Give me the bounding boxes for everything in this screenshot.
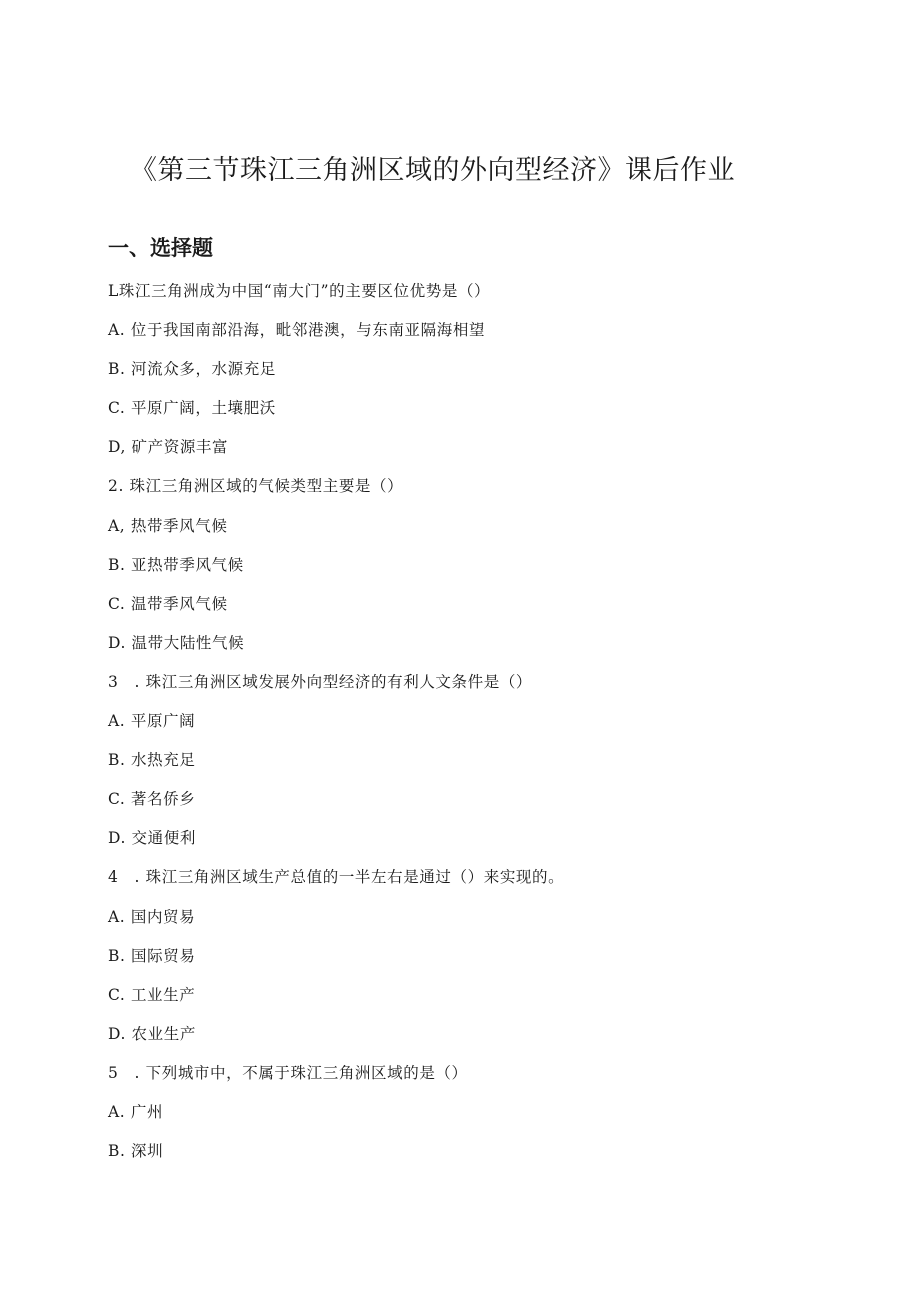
question-3-option-c: C. 著名侨乡 [108,790,196,809]
question-3-stem: 3 . 珠江三角洲区域发展外向型经济的有利人文条件是（） [108,672,533,691]
section-title: 一、选择题 [108,236,213,260]
question-1-stem: L珠江三角洲成为中国“南大门”的主要区位优势是（） [108,282,491,300]
question-4-option-a: A. 国内贸易 [108,907,196,926]
question-4-stem: 4 . 珠江三角洲区域生产总值的一半左右是通过（）来实现的。 [108,868,565,887]
question-3-option-a: A. 平原广阔 [108,712,196,731]
question-3-option-b: B. 水热充足 [108,751,196,770]
question-2-stem: 2. 珠江三角洲区域的气候类型主要是（） [108,477,404,496]
question-4-option-b: B. 国际贸易 [108,946,196,965]
question-1-option-c: C. 平原广阔，土壤肥沃 [108,399,276,418]
question-5-option-b: B. 深圳 [108,1142,164,1161]
question-2-option-c: C. 温带季风气候 [108,594,228,613]
question-4-option-d: D. 农业生产 [108,1024,196,1043]
question-3-option-d: D. 交通便利 [108,829,196,848]
question-2-option-d: D. 温带大陆性气候 [108,633,245,652]
question-5-option-a: A. 广州 [108,1102,164,1121]
question-4-option-c: C. 工业生产 [108,985,196,1004]
question-1-option-d: D, 矿产资源丰富 [108,438,229,457]
question-5-stem: 5 . 下列城市中，不属于珠江三角洲区域的是（） [108,1063,468,1082]
document-title: 《第三节珠江三角洲区域的外向型经济》课后作业 [130,155,735,186]
question-2-option-b: B. 亚热带季风气候 [108,555,244,574]
question-1-option-b: B. 河流众多，水源充足 [108,360,276,379]
question-list [108,280,808,1179]
question-1-option-a: A. 位于我国南部沿海，毗邻港澳，与东南亚隔海相望 [108,321,486,340]
question-2-option-a: A, 热带季风气候 [108,516,228,535]
